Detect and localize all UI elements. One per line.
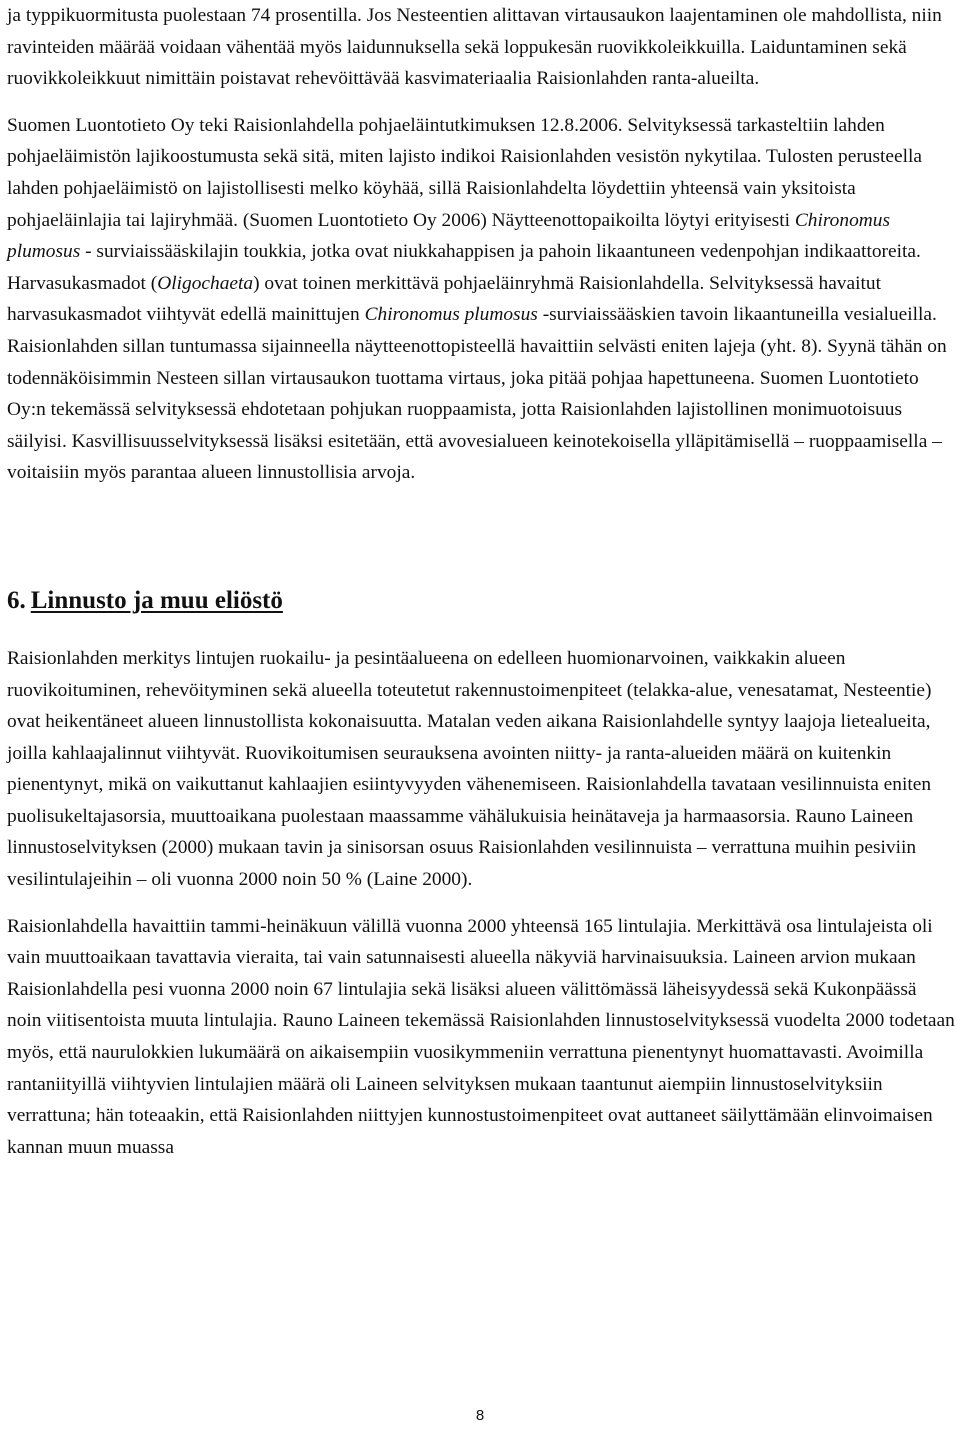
document-page [7,0,955,1163]
paragraph-2-text-1: Suomen Luontotieto Oy teki Raisionlahdella pohjaeläintutkimuksen 12.8.2006. Selvityksessä tarkasteltiin lahden pohjaeläimistön lajikoostumusta sekä sitä, miten lajisto indikoi Raisionlahden vesistön nykytilaa. Tulosten perusteella lahden pohjaeläimistö on lajistollisesti melko köyhää, sillä Raisionlahdelta löydettiin yhteensä vain yksitoista pohjaeläinlajia tai lajiryhmää. (Suomen Luontotieto Oy 2006) Näytteenottopaikoilta löytyi erityisesti [7,114,923,231]
paragraph-2-text-2: - surviaissääskilajin toukkia, jotka ovat niukkahappisen ja pahoin likaantuneen vedenpohjan indikaattoreita. Harvasukasmadot ( [7,241,921,294]
paragraph-bird-species: Raisionlahdella havaittiin tammi-heinäkuun välillä vuonna 2000 yhteensä 165 lintulajia. Merkittävä osa lintulajeista oli vain muuttoaikaan tavattavia vieraita, tai vain satunnaisesti alueella näkyviä harvinaisuuksia. Laineen arvion mukaan Raisionlahdella pesi vuonna 2000 noin 67 lintulajia sekä lisäksi alueen välittömässä läheisyydessä sekä Kukonpäässä noin viitisentoista muuta lintulajia. Rauno Laineen tekemässä Raisionlahden linnustoselvityksessä vuodelta 2000 todetaan myös, että naurulokkien lukumäärä on aikaisempiin vuosikymmeniin verrattuna pienentynyt huomattavasti. Avoimilla rantaniityillä viihtyvien lintulajien määrä oli Laineen selvityksen mukaan taantunut aiempiin linnustoselvityksiin verrattuna; hän toteaakin, että Raisionlahden niittyjen kunnostustoimenpiteet ovat auttaneet säilyttämään elinvoimaisen kannan muun muassa [7,915,955,1158]
section-heading [7,585,955,617]
paragraph-bird-importance: Raisionlahden merkitys lintujen ruokailu- ja pesintäalueena on edelleen huomionarvoinen, vaikkakin alueen ruovikoituminen, rehevöityminen sekä alueella toteutetut rakennustoimenpiteet (telakka-alue, venesatamat, Nesteentie) ovat heikentäneet alueen linnustollista kokonaisuutta. Matalan veden aikana Raisionlahdelle syntyy laajoja lietealueita, joilla kahlaajalinnut viihtyvät. Ruovikoitumisen seurauksena avointen niitty- ja ranta-alueiden määrä on kuitenkin pienentynyt, mikä on vaikuttanut kahlaajien esiintyvyyden vähenemiseen. Raisionlahdella tavataan vesilinnuista eniten puolisukeltajasorsia, muuttoaikana puolestaan maassamme vähälukuisia heinätaveja ja harmaasorsia. Rauno Laineen linnustoselvityksen (2000) mukaan tavin ja sinisorsan osuus Raisionlahden vesilinnuista – verrattuna muihin pesiviin vesilintulajeihin – oli vuonna 2000 noin 50 % (Laine 2000). [7,647,932,891]
section-title: Linnusto ja muu eliöstö [30,586,283,614]
species-name-oligochaeta: Oligochaeta [157,272,254,294]
species-name-chironomus-2: Chironomus plumosus [364,304,538,326]
section-number: 6. [7,586,26,614]
paragraph-nutrient-reduction [7,0,955,95]
paragraph-1-text: ja typpikuormitusta puolestaan 74 prosentilla. Jos Nesteentien alittavan virtausaukon laajentaminen ole mahdollista, niin ravinteiden määrää voidaan vähentää myös laidunnuksella sekä loppukesän ruovikkoleikkuilla. Laiduntaminen sekä ruovikkoleikkuut nimittäin poistavat rehevöittävää kasvimateriaalia Raisionlahden ranta-alueilta. [7,5,942,90]
paragraph-2-text-3: ) ovat toinen merkittävä pohjaeläinryhmä Raisionlahdella. Selvityksessä havaitut harvasukasmadot viihtyvät edellä mainittujen [7,272,881,326]
paragraph-2-text-4: -surviaissääskien tavoin likaantuneilla vesialueilla. Raisionlahden sillan tuntumassa sijainneella näytteenottopisteellä havaittiin selvästi eniten lajeja (yht. 8). Syynä tähän on todennäköisimmin Nesteen sillan virtausaukon tuottama virtaus, joka pitää pohjaa hapettuneena. Suomen Luontotieto Oy:n tekemässä selvityksessä ehdotetaan pohjukan ruoppaamista, jotta Raisionlahden lajistollinen monimuotoisuus säilyisi. Kasvillisuusselvityksessä lisäksi esitetään, että avovesialueen keinotekoisella ylläpitämisellä – ruoppaamisella – voitaisiin myös parantaa alueen linnustollisia arvoja. [7,304,947,484]
paragraph-benthic-survey [7,110,955,489]
page-number: 8 [475,1407,485,1424]
species-name-chironomus: Chironomus plumosus [7,209,891,263]
